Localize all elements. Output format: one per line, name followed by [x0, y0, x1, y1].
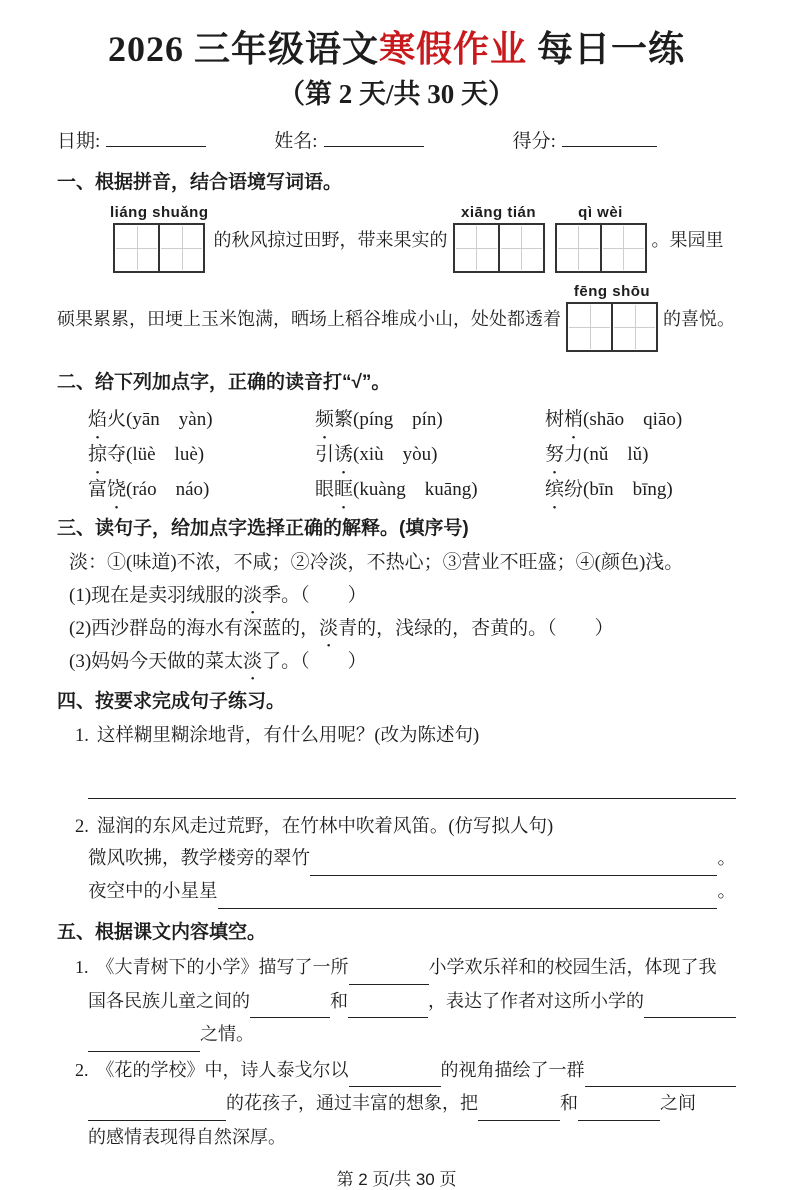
blank-line	[349, 951, 429, 985]
title-text-left: 2026 三年级语文	[107, 29, 379, 69]
sentence-item	[69, 645, 736, 678]
pinyin-sentence-row-1	[57, 204, 736, 273]
grid-cell	[158, 225, 203, 271]
blank-line	[349, 1054, 441, 1088]
pinyin-writing-grid	[566, 283, 658, 352]
blank-line	[310, 843, 717, 876]
title-highlight: 寒假作业	[378, 29, 527, 69]
date-blank	[106, 144, 206, 147]
text-run: 小学欢乐祥和的校园生活，体现了我	[428, 957, 717, 977]
score-label: 得分:	[512, 131, 556, 152]
score-blank	[562, 144, 657, 147]
text-run: 这样糊里糊涂地背，有什么用呢？(改为陈述句)	[96, 726, 480, 746]
dotted-char: 掠 •	[88, 437, 107, 472]
page-title	[57, 26, 736, 72]
blank-line	[578, 1087, 660, 1121]
name-field	[274, 126, 423, 153]
text-run: 硕果累累，田埂上玉米饱满，晒场上稻谷堆成小山，处处都透着	[57, 308, 561, 329]
text-run: (3)妈妈今天做的菜太	[69, 651, 244, 672]
text-run: 淡：①(味道)不浓，不咸；②冷淡，不热心；③营业不旺盛；④(颜色)浅。	[69, 552, 684, 573]
writing-grid-cells	[453, 223, 545, 273]
name-blank	[324, 144, 424, 147]
fill-item-1-line-2	[75, 985, 736, 1019]
dotted-char: 诱 •	[334, 437, 353, 472]
score-field	[513, 126, 657, 153]
question-2	[75, 811, 736, 843]
blank-line	[88, 1087, 226, 1121]
text-run: 。	[717, 882, 736, 902]
section-one-heading: 一、根据拼音，结合语境写词语。	[57, 172, 343, 193]
page-subtitle: （第 2 天/共 30 天）	[277, 79, 515, 109]
grid-cell	[498, 225, 543, 271]
text-run: 国各民族儿童之间的	[88, 990, 250, 1011]
text-run: 的喜悦。	[663, 308, 735, 329]
pron-item	[545, 472, 736, 507]
text-run: 湿润的东风走过荒野，在竹林中吹着风笛。(仿写拟人句)	[96, 817, 554, 837]
pinyin-sentence-row-2	[57, 283, 736, 352]
pinyin-label: fēng shōu	[573, 283, 651, 300]
question-number: 2.	[75, 817, 89, 837]
text-run: 的感情表现得自然深厚。	[88, 1126, 286, 1147]
pinyin-label: liáng shuǎng	[110, 204, 209, 221]
blank-line	[348, 985, 428, 1019]
date-label: 日期:	[57, 131, 101, 152]
pron-item	[88, 472, 315, 507]
dotted-char: 梢 •	[564, 402, 583, 437]
gloss-line	[69, 546, 736, 579]
fill-item-1-line-3	[75, 1018, 736, 1052]
fill-item-1	[57, 951, 736, 1052]
section-four-body	[57, 720, 736, 909]
dotted-char: 努 •	[545, 437, 564, 472]
fill-line	[97, 1054, 737, 1088]
dotted-char: 焰 •	[88, 402, 107, 437]
text-run: 的秋风掠过田野，带来果实的	[213, 229, 448, 250]
text-run: 的视角描绘了一群	[440, 1059, 585, 1080]
section-three	[57, 515, 736, 678]
dotted-char: 缤 •	[545, 472, 564, 507]
text-run: (kuàng kuāng)	[353, 479, 478, 500]
text-run: 引	[315, 444, 335, 465]
name-label: 姓名:	[274, 131, 318, 152]
section-five	[57, 919, 736, 1153]
question-1-text	[97, 720, 736, 752]
pron-item	[315, 402, 545, 437]
pinyin-writing-grid	[110, 204, 209, 273]
pron-item	[315, 437, 545, 472]
text-run: 力(nǔ lǔ)	[564, 444, 649, 465]
dotted-char: 饶 •	[107, 472, 126, 507]
page-footer: 第 2 页/共 30 页	[336, 1170, 457, 1189]
text-run: (shāo qiāo)	[583, 409, 683, 430]
text-run: (2)西沙群岛的海水有深蓝的，	[69, 618, 320, 639]
fill-item-1-line-1	[75, 951, 736, 985]
text-run: 纷(bīn bīng)	[564, 479, 673, 500]
section-four	[57, 688, 736, 909]
grid-cell	[568, 304, 611, 350]
title-text-right: 每日一练	[527, 29, 686, 69]
section-two	[57, 369, 736, 507]
pinyin-writing-grid	[555, 204, 647, 273]
blank-line	[644, 985, 736, 1019]
writing-grid-cells	[113, 223, 205, 273]
section-two-heading: 二、给下列加点字，正确的读音打“√”。	[57, 372, 391, 393]
grid-cell	[611, 304, 656, 350]
pron-item	[545, 402, 736, 437]
dotted-char: 淡 •	[243, 645, 262, 678]
pron-item	[315, 472, 545, 507]
blank-line	[218, 876, 718, 909]
text-run: 树	[545, 409, 565, 430]
blank-line	[88, 1018, 200, 1052]
text-run: 《花的学校》中，诗人泰戈尔以	[96, 1059, 349, 1080]
blank-line	[88, 766, 736, 799]
text-run: 夺(lüè luè)	[107, 444, 205, 465]
blank-line	[478, 1087, 560, 1121]
section-three-body	[57, 546, 736, 678]
text-run: 之情。	[200, 1024, 254, 1044]
writing-grid-cells	[555, 223, 647, 273]
blank-line	[250, 985, 330, 1019]
text-run: 微风吹拂，教学楼旁的翠竹	[88, 849, 311, 869]
text-run: 夜空中的小星星	[88, 882, 218, 902]
text-run: 的花孩子，通过丰富的想象，把	[226, 1093, 478, 1113]
answer-blank-line	[75, 766, 736, 799]
dotted-char: 频 •	[315, 402, 334, 437]
pron-item	[88, 402, 315, 437]
question-1	[75, 720, 736, 752]
text-run: (1)现在是卖羽绒服的	[69, 585, 244, 606]
dotted-char: 淡 •	[243, 579, 262, 612]
section-five-heading: 五、根据课文内容填空。	[57, 922, 267, 943]
pinyin-label: xiāng tián	[461, 204, 537, 221]
section-one	[57, 169, 736, 352]
writing-grid-cells	[566, 302, 658, 352]
text-run: 。果园里	[651, 229, 724, 250]
imitate-line-1	[75, 843, 736, 876]
text-run: 《大青树下的小学》描写了一所	[96, 957, 349, 977]
date-field	[57, 126, 206, 153]
pronunciation-grid	[57, 402, 736, 507]
question-2-text	[97, 811, 736, 843]
text-run: 青的，浅绿的，杏黄的。（ ）	[338, 618, 614, 639]
imitate-line-2	[75, 876, 736, 909]
text-run: 眼	[315, 479, 335, 500]
pinyin-writing-grid	[453, 204, 545, 273]
text-run: 之间	[660, 1093, 696, 1113]
item-number: 2.	[75, 1059, 89, 1080]
text-run: ，表达了作者对这所小学的	[428, 990, 644, 1011]
fill-item-2	[57, 1054, 736, 1154]
grid-cell	[115, 225, 158, 271]
fill-item-2-line-1	[75, 1054, 736, 1088]
text-run: 。	[717, 849, 736, 869]
pron-item	[88, 437, 315, 472]
text-run: 富	[88, 479, 108, 500]
text-run: 和	[330, 990, 348, 1011]
blank-line	[585, 1054, 737, 1088]
text-run: 繁(píng pín)	[334, 409, 443, 430]
sentence-item	[69, 579, 736, 612]
fill-item-2-line-2	[75, 1087, 736, 1121]
text-run: (xiù yòu)	[353, 444, 438, 465]
grid-cell	[600, 225, 645, 271]
question-number: 1.	[75, 726, 89, 746]
text-run: (ráo náo)	[126, 479, 210, 500]
dotted-char: 眶 •	[334, 472, 353, 507]
pinyin-label: qì wèi	[578, 204, 623, 221]
text-run: 了。（ ）	[262, 651, 367, 672]
section-four-heading: 四、按要求完成句子练习。	[57, 691, 286, 712]
sentence-item	[69, 612, 736, 645]
fill-item-2-line-3	[75, 1121, 736, 1154]
grid-cell	[557, 225, 600, 271]
grid-cell	[455, 225, 498, 271]
text-run: 季。（ ）	[262, 585, 367, 606]
dotted-char: 淡 •	[319, 612, 338, 645]
text-run: 和	[560, 1093, 578, 1113]
text-run: 火(yān yàn)	[107, 409, 213, 430]
section-three-heading: 三、读句子，给加点字选择正确的解释。(填序号)	[57, 518, 469, 539]
item-number: 1.	[75, 957, 89, 977]
header-fields	[57, 126, 736, 153]
fill-line	[97, 951, 737, 985]
